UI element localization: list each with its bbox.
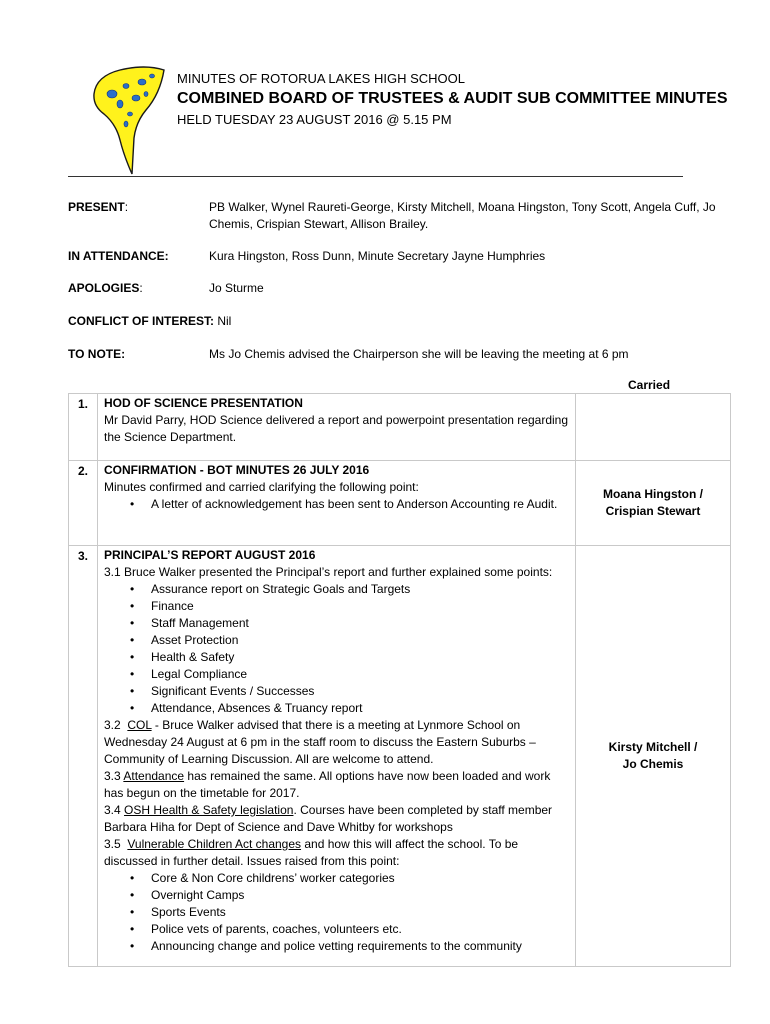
item-text: Mr David Parry, HOD Science delivered a report and powerpoint presentation regarding the Science Department. (104, 413, 569, 444)
present-label: PRESENT: (68, 200, 129, 214)
sub-point-heading: Attendance (123, 769, 185, 783)
carried-header: Carried (628, 378, 671, 392)
table-row (69, 546, 731, 967)
list-item: • Police vets of parents, coaches, volunteers etc. (151, 921, 570, 938)
sub-point: 3.4 OSH Health & Safety legislation. Courses have been completed by staff member Barbara Hiha for Dept of Science and Dave Whitby for workshops (104, 803, 553, 834)
list-item: • A letter of acknowledgement has been sent to Anderson Accounting re Audit. (151, 496, 570, 513)
school-name: MINUTES OF ROTORUA LAKES HIGH SCHOOL (177, 71, 465, 86)
list-item: • Staff Management (151, 615, 570, 632)
item-bullets (104, 870, 570, 955)
minutes-table (68, 393, 731, 967)
list-item: • Finance (151, 598, 570, 615)
mover-cell (576, 394, 731, 461)
apologies-value: Jo Sturme (209, 281, 264, 295)
seconder-name: Jo Chemis (622, 757, 684, 771)
list-item: • Overnight Camps (151, 887, 570, 904)
attendance-value: Kura Hingston, Ross Dunn, Minute Secretary Jayne Humphries (209, 249, 546, 263)
item-body (98, 546, 576, 967)
table-row (69, 461, 731, 546)
logo-shape (94, 67, 164, 174)
list-item: • Sports Events (151, 904, 570, 921)
item-text: 3.1 Bruce Walker presented the Principal’s report and further explained some points: (104, 565, 553, 579)
list-item: • Legal Compliance (151, 666, 570, 683)
item-body (98, 394, 576, 461)
sub-point-heading: Vulnerable Children Act changes (127, 837, 302, 851)
mover-name: Moana Hingston / (603, 487, 703, 501)
item-title: HOD OF SCIENCE PRESENTATION (104, 396, 303, 410)
conflict-label: CONFLICT OF INTEREST: Nil (68, 314, 232, 328)
sub-point: 3.2 COL - Bruce Walker advised that there is a meeting at Lynmore School on Wednesday 24 August at 6 pm in the staff room to discuss the Eastern Suburbs – Community of Learning Discussion. All are welcome to attend. (104, 718, 536, 766)
apologies-label: APOLOGIES: (68, 281, 143, 295)
list-item: • Health & Safety (151, 649, 570, 666)
to-note-label: TO NOTE: (68, 347, 126, 361)
list-item: • Assurance report on Strategic Goals and Targets (151, 581, 570, 598)
meeting-date: HELD TUESDAY 23 AUGUST 2016 @ 5.15 PM (177, 112, 452, 127)
sub-point-heading: OSH Health & Safety legislation (124, 803, 294, 817)
document-header (177, 70, 728, 128)
item-bullets (104, 581, 570, 717)
item-bullets (104, 496, 570, 513)
list-item: • Asset Protection (151, 632, 570, 649)
mover-cell (576, 546, 731, 967)
header-divider (68, 176, 683, 177)
item-number: 2. (69, 461, 98, 546)
mover-name: Kirsty Mitchell / (608, 740, 698, 754)
item-number: 1. (69, 394, 98, 461)
item-title: CONFIRMATION - BOT MINUTES 26 JULY 2016 (104, 463, 370, 477)
sub-point: 3.3 Attendance has remained the same. All options have now been loaded and work has begun on the timetable for 2017. (104, 769, 551, 800)
table-row (69, 394, 731, 461)
school-logo (90, 64, 170, 176)
attendance-label: IN ATTENDANCE: (68, 249, 169, 263)
item-body (98, 461, 576, 546)
sub-point: 3.5 Vulnerable Children Act changes and how this will affect the school. To be discussed in further detail. Issues raised from this point: (104, 837, 519, 868)
conflict-value: Nil (217, 314, 232, 328)
list-item: • Announcing change and police vetting requirements to the community (151, 938, 570, 955)
mover-cell (576, 461, 731, 546)
list-item: • Significant Events / Successes (151, 683, 570, 700)
item-title: PRINCIPAL’S REPORT AUGUST 2016 (104, 548, 316, 562)
document-title: COMBINED BOARD OF TRUSTEES & AUDIT SUB COMMITTEE MINUTES (177, 90, 728, 107)
item-number: 3. (69, 546, 98, 967)
item-text: Minutes confirmed and carried clarifying the following point: (104, 480, 419, 494)
seconder-name: Crispian Stewart (605, 504, 701, 518)
list-item: • Core & Non Core childrens’ worker categories (151, 870, 570, 887)
sub-point-heading: COL (127, 718, 152, 732)
list-item: • Attendance, Absences & Truancy report (151, 700, 570, 717)
to-note-value: Ms Jo Chemis advised the Chairperson she will be leaving the meeting at 6 pm (209, 347, 629, 361)
present-value: PB Walker, Wynel Raureti-George, Kirsty Mitchell, Moana Hingston, Tony Scott, Angela Cuff, Jo Chemis, Crispian Stewart, Allison Brailey. (209, 200, 716, 231)
